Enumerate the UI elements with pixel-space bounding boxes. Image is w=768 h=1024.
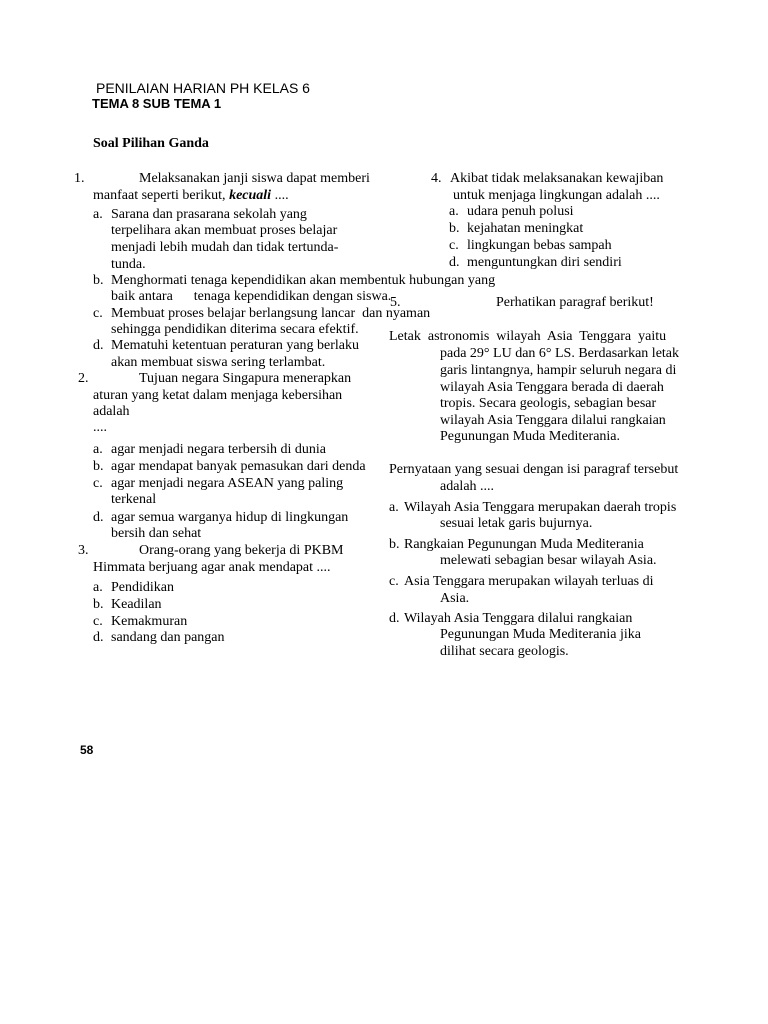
option-letter-a: a. <box>93 442 103 457</box>
paragraph-line: wilayah Asia Tenggara dilalui rangkaian <box>440 413 666 428</box>
option-letter-c: c. <box>93 614 103 629</box>
option-a: Wilayah Asia Tenggara merupakan daerah tropis <box>404 500 677 515</box>
option-letter-d: d. <box>449 255 460 270</box>
option-a: sesuai letak garis bujurnya. <box>440 516 593 531</box>
option-c: Asia. <box>440 591 470 606</box>
option-a: Pendidikan <box>111 580 174 595</box>
option-letter-b: b. <box>389 537 400 552</box>
paragraph-line: garis lintangnya, hampir seluruh negara di <box>440 363 677 378</box>
question-text: aturan yang ketat dalam menjaga kebersihan <box>93 388 343 403</box>
page-header-title: PENILAIAN HARIAN PH KELAS 6 <box>96 80 310 96</box>
option-letter-c: c. <box>93 306 103 321</box>
question-number: 1. <box>74 171 85 186</box>
option-d: bersih dan sehat <box>111 526 202 541</box>
question-number: 4. <box>431 171 442 186</box>
paragraph-line: pada 29° LU dan 6° LS. Berdasarkan letak <box>440 346 680 361</box>
option-a: tunda. <box>111 257 146 272</box>
question-number: 5. <box>390 295 401 310</box>
option-letter-a: a. <box>449 204 459 219</box>
page-number: 58 <box>80 743 94 757</box>
option-letter-a: a. <box>389 500 399 515</box>
option-letter-c: c. <box>449 238 459 253</box>
option-letter-b: b. <box>93 459 104 474</box>
question-text: .... <box>93 420 107 435</box>
option-letter-a: a. <box>93 207 103 222</box>
option-c: sehingga pendidikan diterima secara efektif. <box>111 322 359 337</box>
option-letter-b: b. <box>93 597 104 612</box>
option-c: Membuat proses belajar berlangsung lancar dan nyaman <box>111 306 431 321</box>
option-b: kejahatan meningkat <box>467 221 584 236</box>
option-letter-a: a. <box>93 580 103 595</box>
option-d: Wilayah Asia Tenggara dilalui rangkaian <box>404 611 633 626</box>
question-text: adalah <box>93 404 130 419</box>
paragraph-line: tropis. Secara geologis, sebagian besar <box>440 396 657 411</box>
option-c: terkenal <box>111 492 157 507</box>
option-a: agar menjadi negara terbersih di dunia <box>111 442 326 457</box>
option-c: Asia Tenggara merupakan wilayah terluas di <box>404 574 654 589</box>
option-d: menguntungkan diri sendiri <box>467 255 622 270</box>
option-c: agar menjadi negara ASEAN yang paling <box>111 476 344 491</box>
option-letter-b: b. <box>449 221 460 236</box>
option-b: Rangkaian Pegunungan Muda Mediterania <box>404 537 644 552</box>
option-b: agar mendapat banyak pemasukan dari denda <box>111 459 366 474</box>
question-number: 2. <box>78 371 89 386</box>
paragraph-line: Letak astronomis wilayah Asia Tenggara yaitu <box>389 329 667 344</box>
option-d: Mematuhi ketentuan peraturan yang berlaku <box>111 338 360 353</box>
question-text: Akibat tidak melaksanakan kewajiban <box>450 171 664 186</box>
question-text: Himmata berjuang agar anak mendapat .... <box>93 560 331 575</box>
question-text: Orang-orang yang bekerja di PKBM <box>139 543 344 558</box>
option-a: Sarana dan prasarana sekolah yang <box>111 207 307 222</box>
option-b: baik antara tenaga kependidikan dengan siswa. <box>111 289 392 304</box>
question-instruction: Perhatikan paragraf berikut! <box>496 295 654 310</box>
option-b: Menghormati tenaga kependidikan akan membentuk hubungan yang <box>111 273 496 288</box>
page-header-subtitle: TEMA 8 SUB TEMA 1 <box>92 96 222 111</box>
option-b: melewati sebagian besar wilayah Asia. <box>440 553 657 568</box>
option-letter-c: c. <box>93 476 103 491</box>
option-letter-d: d. <box>93 338 104 353</box>
option-a: menjadi lebih mudah dan tidak tertunda- <box>111 240 339 255</box>
option-d: akan membuat siswa sering terlambat. <box>111 355 326 370</box>
question-text: Tujuan negara Singapura menerapkan <box>139 371 352 386</box>
option-c: lingkungan bebas sampah <box>467 238 612 253</box>
option-letter-b: b. <box>93 273 104 288</box>
option-letter-d: d. <box>389 611 400 626</box>
option-a: terpelihara akan membuat proses belajar <box>111 223 338 238</box>
option-d: Pegunungan Muda Mediterania jika <box>440 627 642 642</box>
paragraph-line: Pegunungan Muda Mediterania. <box>440 429 621 444</box>
option-d: agar semua warganya hidup di lingkungan <box>111 510 349 525</box>
paragraph-line: wilayah Asia Tenggara berada di daerah <box>440 380 664 395</box>
question-text: adalah .... <box>440 479 495 494</box>
emphasis-text: kecuali <box>229 188 272 203</box>
section-title: Soal Pilihan Ganda <box>93 136 209 151</box>
option-letter-d: d. <box>93 510 104 525</box>
option-letter-d: d. <box>93 630 104 645</box>
question-text: Melaksanakan janji siswa dapat memberi <box>139 171 370 186</box>
option-a: udara penuh polusi <box>467 204 574 219</box>
option-d: dilihat secara geologis. <box>440 644 569 659</box>
option-b: Keadilan <box>111 597 162 612</box>
question-text: untuk menjaga lingkungan adalah .... <box>453 188 660 203</box>
question-number: 3. <box>78 543 89 558</box>
option-letter-c: c. <box>389 574 399 589</box>
option-d: sandang dan pangan <box>111 630 225 645</box>
option-c: Kemakmuran <box>111 614 188 629</box>
question-text: manfaat seperti berikut, kecuali .... <box>93 188 289 203</box>
question-text: Pernyataan yang sesuai dengan isi paragraf tersebut <box>389 462 679 477</box>
